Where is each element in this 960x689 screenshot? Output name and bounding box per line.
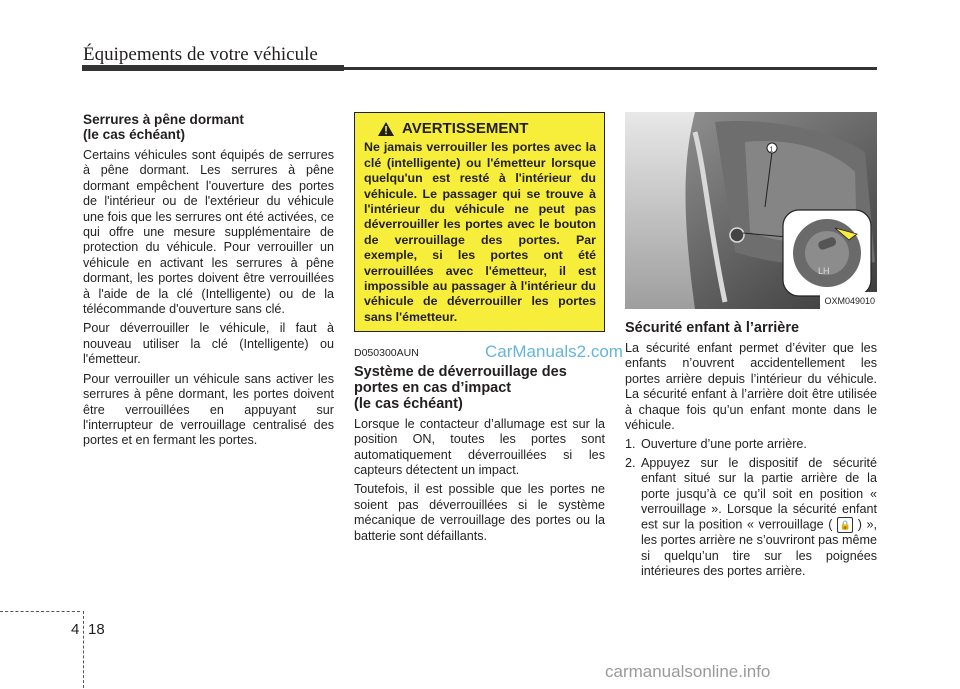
column-impact-unlock (354, 112, 605, 548)
lock-icon: 🔒 (837, 517, 853, 533)
watermark-carmanuals: CarManuals2.com (485, 342, 623, 361)
child-lock-steps (625, 437, 877, 579)
figure-caption: OXM049010 (820, 292, 877, 309)
page-header-title: Équipements de votre véhicule (83, 44, 318, 65)
child-lock-figure (625, 112, 877, 309)
dead-bolt-paragraph-2: Pour déverrouiller le véhicule, il faut à nouveau utiliser la clé (Intelligente) ou l'émetteur. (83, 321, 334, 367)
warning-header (378, 121, 596, 136)
column-dead-bolt (83, 112, 334, 453)
dead-bolt-paragraph-3: Pour verrouiller un véhicule sans activer les serrures à pêne dormant, les portes doivent être verrouillées en appuyant sur l'interrupteur de verrouillage centralisé des portes et en fermant les portes. (83, 371, 334, 448)
impact-heading-line1: Système de déverrouillage des (354, 363, 567, 380)
column-child-lock (625, 112, 877, 583)
warning-title: AVERTISSEMENT (402, 120, 529, 137)
chapter-number: 4 (71, 621, 80, 638)
list-item (625, 437, 877, 452)
step-text (641, 456, 877, 580)
dead-bolt-heading-line1: Serrures à pêne dormant (83, 112, 244, 127)
figure-callout-1: 1 (769, 146, 774, 154)
dead-bolt-heading-line2: (le cas échéant) (83, 127, 185, 142)
impact-paragraph-1: Lorsque le contacteur d’allumage est sur la position ON, toutes les portes sont automatiquement déverrouillées si les capteurs détectent un impact. (354, 416, 605, 477)
step-number: 2. (625, 455, 636, 470)
impact-unlock-heading (354, 364, 605, 412)
warning-body: Ne jamais verrouiller les portes avec la clé (intelligente) ou l'émetteur lorsque quelqu'un est resté à l'intérieur du véhicule. Le passager qui se trouve à l'intérieur du véhicule ne peut pas déverrouiller les portes avec le bouton de verrouillage des portes. Par exemple, si les portes ont été verrouillées avec l'émetteur, il est impossible au passager à l'intérieur du véhicule de déverrouiller les portes sans l'émetteur. (364, 140, 596, 324)
impact-paragraph-2: Toutefois, il est possible que les portes ne soient pas déverrouillées si le système mécanique de verrouillage des portes ou la batterie sont défaillants. (354, 482, 605, 543)
dead-bolt-paragraph-1: Certains véhicules sont équipés de serrures à pêne dormant. Les serrures à pêne dormant empêchent l'ouverture des portes de l'intérieur ou de l'extérieur du véhicule une fois que les serrures ont été activées, ce qui offre une mesure supplémentaire de protection du véhicule. Pour verrouiller un véhicule en activant les serrures à pêne dormant, les portes doivent être verrouillées à l'aide de la clé (Intelligente) ou de la télécommande d'ouverture sans clé. (83, 148, 334, 317)
step-number: 1. (625, 437, 636, 452)
step-text-a: Appuyez sur le dispositif de sécurité enfant situé sur la partie arrière de la porte jusqu’à ce qu’il soit en position « verrouillage ». Lorsque la sécurité enfant est sur la position « verrouillage ( (641, 455, 877, 532)
child-lock-heading: Sécurité enfant à l’arrière (625, 320, 800, 336)
door-illustration (625, 112, 877, 309)
section-code: D050300AUN (354, 347, 419, 360)
site-watermark: carmanualsonline.info (605, 662, 771, 681)
warning-triangle-icon (378, 122, 394, 136)
figure-knob-label: LH (818, 266, 830, 276)
impact-heading-line3: (le cas échéant) (354, 395, 463, 412)
step-text: Ouverture d’une porte arrière. (641, 437, 807, 452)
footer-rule-horizontal (0, 611, 80, 612)
dead-bolt-heading (83, 112, 334, 142)
list-item (625, 456, 877, 580)
child-lock-paragraph: La sécurité enfant permet d’éviter que les enfants n’ouvrent accidentellement les portes arrière depuis l’intérieur du véhicule. La sécurité enfant à l’arrière doit être utilisée à chaque fois qu’un enfant monte dans le véhicule. (625, 341, 877, 433)
step-text-b: ) », les portes arrière ne s’ouvriront pas même si quelqu’un tire sur les poignées intérieures des portes arrière. (641, 517, 877, 579)
impact-heading-line2: portes en cas d’impact (354, 379, 512, 396)
warning-box (354, 112, 605, 332)
footer-rule-vertical (83, 611, 84, 688)
page-number: 18 (88, 621, 105, 638)
header-rule-accent (82, 65, 344, 71)
